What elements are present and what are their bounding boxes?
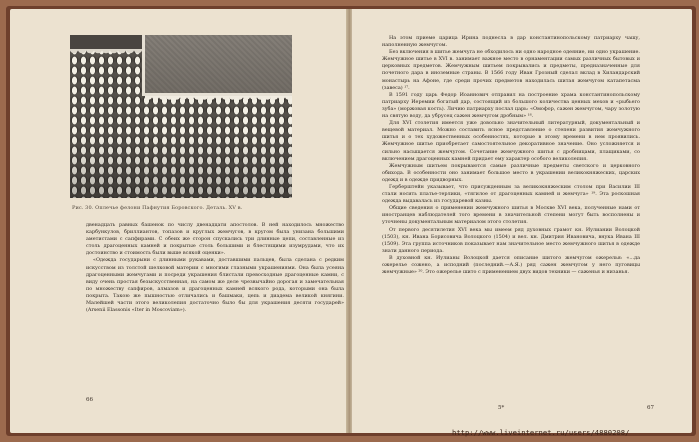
right-page — [352, 9, 692, 433]
paragraph: Жемчужным шитьем покрываются самые различные предметы светского и церковного обихода. В особенности оно занимает большое место в украшении великокняжеских, царских одежд и в одежде придворных. — [382, 162, 640, 183]
paragraph: От первого десятилетия XVI века мы имеем ряд духовных грамот кн. Иулиании Волоцкой (1503), кн. Ивана Борисовича Волоцкого (1504) и вел. кн. Дмитрия Ивановича, внука Ивана III (1509). Эта группа источников показывает нам значительное место жемчужного шитья в одежде знати данного периода. — [382, 226, 640, 254]
figure-caption: Рис. 30. Оплечье фелони Пафнутия Боровского. Деталь. XV в. — [72, 205, 243, 211]
book-spread — [6, 6, 696, 436]
paragraph: Без включения в шитье жемчуга не обходилось ни одно народное одеяние, ни одно украшение. Жемчужное шитье в XVI в. занимает важное место в орнаментации самых различных бытовых и церковных предметов. Жемчужным шитьем покрывались и предметы, предназначенные для почетного дара в иноземные страны. В 1566 году Иван Грозный сделал вклад в Хиландарский монастырь на Афоне, где среди прочих предметов находилась шитая жемчугом катапетасма (завеса) ¹⁷. — [382, 49, 640, 91]
left-page — [10, 9, 348, 433]
signature-mark: 5* — [498, 405, 505, 411]
paragraph: В духовной кн. Иулианы Волоцкой дается описание шитого жемчугом ожерелья: «...да ожерелье сожено, а исподний (последний.—А.Я.) ряд сажен жемчугом у него пуговицы жемчужные» ²⁰. Это ожерелье шито с применением двух видов техники — саженья и низанья. — [382, 254, 640, 276]
paragraph: «Одежда государыни с длинными рукавами, доставшими пальцев, была сделана с редким искусством из толстой шелковой материи с многими глазными украшениями. Она была усеяна драгоценными жемчугами и посреди украшения блистали превосходные драгоценные камни, с виду очень простая безыскусственная, на самом же деле чрезвычайно дорогая и замечательная по множеству сапфиров, алмазов и драгоценных камней всякого рода, которыми она была покрыта. Такою же пышностью отличались и башмаки, цепь и диадема великой княгини. Малейшей части этого великолепия достаточно было бы для украшения десяти государей» (Arsenii Elassonis «Iter in Moscoviam»). — [86, 257, 344, 314]
paragraph: Общие сведения о применении жемчужного шитья в Москве XVI века, полученные нами от иностранцев наблюдателей того времени в значительной степени могут быть восполнены и уточнены документальным материалом этого столетия. — [382, 205, 640, 226]
left-page-text — [86, 222, 344, 314]
page-number-left: 66 — [86, 397, 93, 403]
paragraph: Герберштейн указывает, что присужденным за великокняжеским столом при Василии III стали носить платье-терлики, «тягилое от драгоценных камней и жемчуга» ¹⁹. Эта роскошная одежда выдавалась из государевой казны. — [382, 183, 640, 205]
paragraph: В 1591 году царь Федор Иоаннович отправил на построение храма константинопольскому патриарху Иеремии богатый дар, состоящий из большого количества ценных мехов и «рыбьего зуба» (моржовая кость). Личию патриарху послал царь: «Омофор, сажен жемчугом, чару золотую на святую воду, да убрусец сажен жемчугом дробным» ¹⁸. — [382, 91, 640, 120]
paragraph: двенадцать равных башенок по числу двенадцати апостолов. В ней находилось множество карбункулов, бриллиантов, топазов и круглых жемчугов, в кругом была унизана большими аметистами с сапфирами. С обеих же сторон спускались три длинные цепи, составленные из столь драгоценных камней и покрытые столь большими и блестящими изумрудами, что их достоинство и стоимость были выше всякой оценки». — [86, 222, 344, 257]
paragraph: На этом приеме царица Ирина поднесла в дар константинопольскому патриарху чашу, наполненную жемчугом. — [382, 35, 640, 49]
page-number-right: 67 — [647, 405, 654, 411]
right-page-text — [382, 35, 640, 276]
embroidery-photo — [70, 35, 292, 198]
watermark-url: http://www.liveinternet.ru/users/4880208/ — [452, 428, 630, 437]
paragraph: Для XVI столетия имеется уже довольно значительный литературный, документальный и вещевой материал. Можно составить ясное представление о степени развития жемчужного шитья и о тех художественных особенностях, которые в этому времени в нем проявились. Жемчужное шитье приобретает самостоятельное декоративное значение. Оно усложняется и сильно насыщается жемчугом. Сочетание жемчужного шитья с дробницами, плащиками, со включением драгоценных камней придает ему характер особого великолепия. — [382, 120, 640, 162]
